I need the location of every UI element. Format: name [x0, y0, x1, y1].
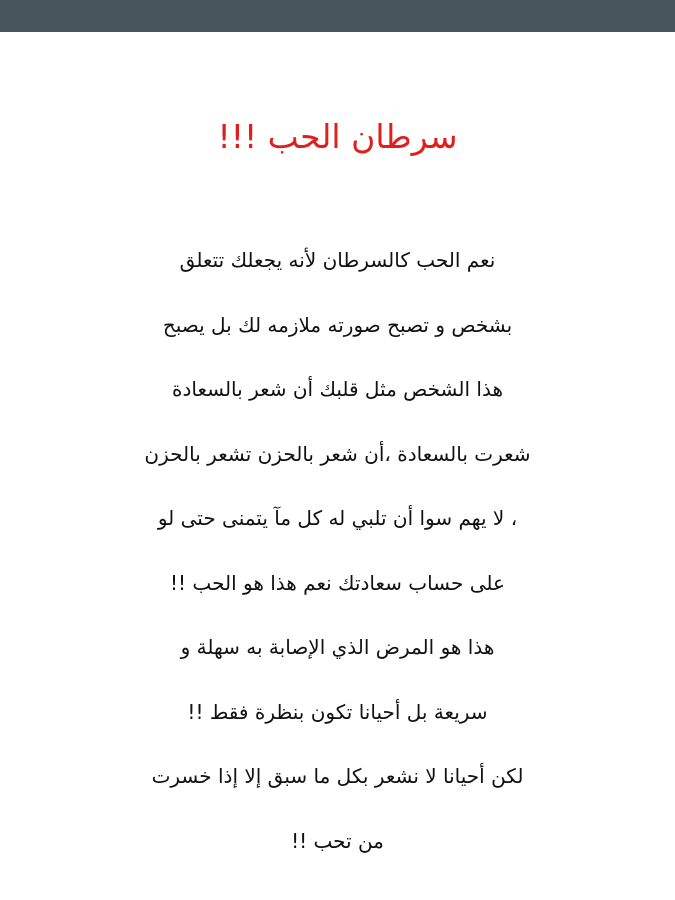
document-page — [0, 32, 675, 900]
text-line-3: هذا الشخص مثل قلبك أن شعر بالسعادة — [171, 377, 504, 401]
text-line-1: نعم الحب كالسرطان لأنه يجعلك تتعلق — [179, 248, 496, 272]
top-bar — [0, 0, 675, 32]
text-line-10: من تحب !! — [291, 828, 384, 853]
text-line-4: شعرت بالسعادة ،أن شعر بالحزن تشعر بالحزن — [144, 441, 531, 466]
post-title: سرطان الحب !!! — [217, 117, 458, 156]
text-line-9: لكن أحيانا لا نشعر بكل ما سبق إلا إذا خسرت — [151, 764, 524, 788]
text-line-6: على حساب سعادتك نعم هذا هو الحب !! — [170, 570, 505, 595]
text-line-5: ، لا يهم سوا أن تلبي له كل مآ يتمنى حتى لو — [157, 506, 518, 530]
text-line-2: بشخص و تصبح صورته ملازمه لك بل يصبح — [162, 312, 513, 337]
post-body — [0, 228, 675, 873]
text-line-8: سريعة بل أحيانا تكون بنظرة فقط !! — [187, 699, 488, 724]
text-line-7: هذا هو المرض الذي الإصابة به سهلة و — [180, 635, 495, 659]
